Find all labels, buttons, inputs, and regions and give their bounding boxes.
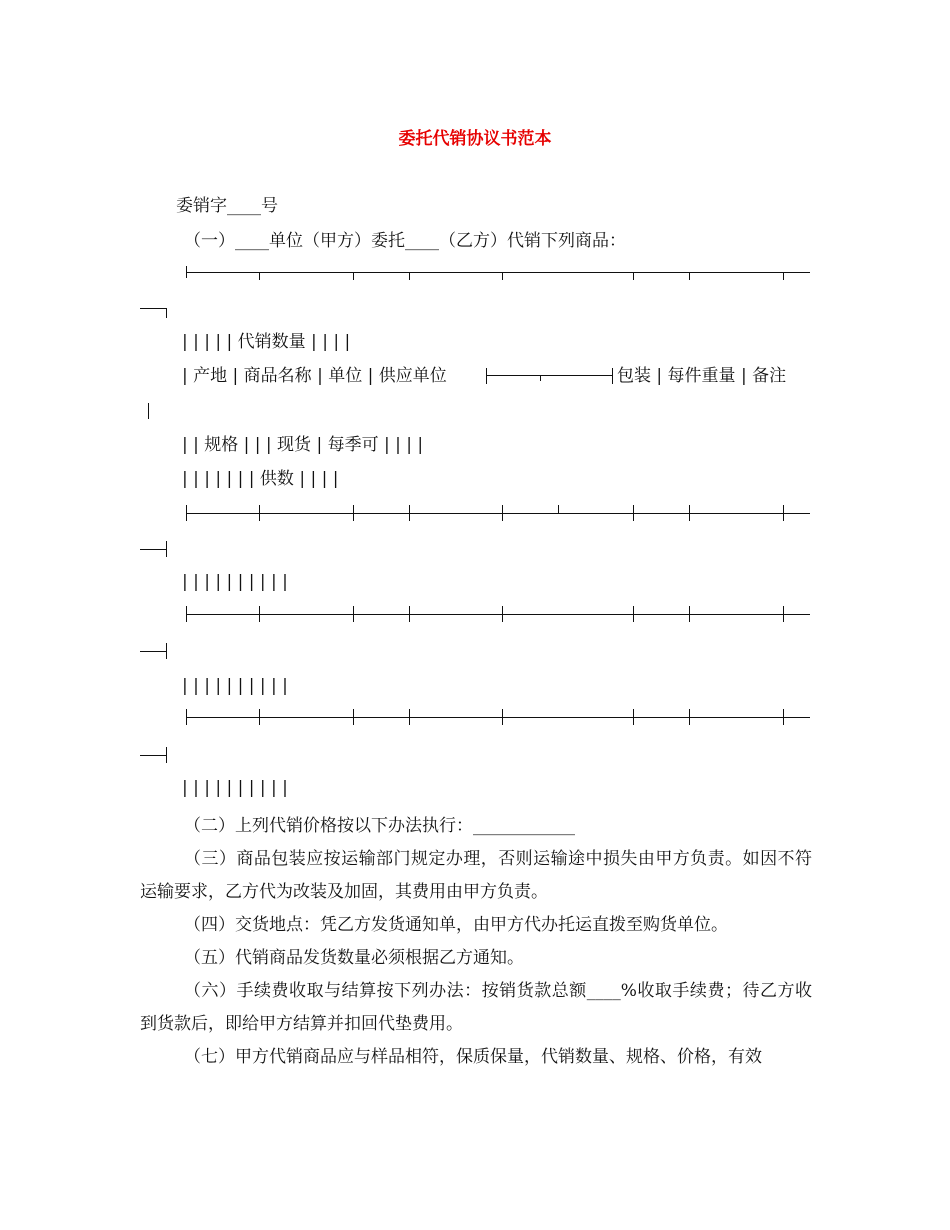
- table-header-row-2-left: | 产地 | 商品名称 | 单位 | 供应单位: [182, 366, 447, 386]
- clause-1: （一）____单位（甲方）委托____（乙方）代销下列商品：: [184, 231, 626, 251]
- table-tick: [353, 606, 354, 622]
- table-tick: [148, 403, 149, 419]
- table-tick: [633, 606, 634, 622]
- table-header-row-4: | | | | | | | 供数 | | | |: [182, 469, 339, 489]
- table-tick: [689, 272, 690, 280]
- table-tick: [186, 709, 187, 725]
- table-tick: [540, 375, 541, 381]
- table-header-row-3: | | 规格 | | | 现货 | 每季可 | | | |: [182, 435, 424, 455]
- table-tick: [689, 606, 690, 622]
- table-tick: [783, 709, 784, 725]
- table-tick: [186, 266, 187, 278]
- table-tick: [186, 606, 187, 622]
- table-tick: [486, 368, 487, 384]
- table-wrap-border: [140, 651, 166, 652]
- table-tick: [689, 505, 690, 521]
- table-tick: [259, 709, 260, 725]
- table-top-border: [186, 272, 810, 273]
- table-tick: [259, 606, 260, 622]
- table-row-border: [186, 614, 810, 615]
- table-tick: [783, 505, 784, 521]
- clause-4: （四）交货地点：凭乙方发货通知单，由甲方代办托运直拨至购货单位。: [184, 915, 728, 935]
- table-wrap-border: [140, 308, 166, 309]
- table-row-empty: | | | | | | | | | |: [182, 572, 288, 592]
- table-tick: [612, 368, 613, 384]
- clause-3: （三）商品包装应按运输部门规定办理，否则运输途中损失由甲方负责。如因不符运输要求，乙方代为改装及加固，其费用由甲方负责。: [140, 849, 812, 902]
- table-tick: [633, 272, 634, 280]
- table-tick: [259, 272, 260, 280]
- table-tick: [409, 505, 410, 521]
- table-tick: [166, 308, 167, 318]
- clause-7: （七）甲方代销商品应与样品相符，保质保量，代销数量、规格、价格，有效: [184, 1047, 762, 1067]
- page-title: 委托代销协议书范本: [398, 129, 552, 149]
- table-mid-rule: [486, 375, 612, 376]
- table-tick: [502, 606, 503, 622]
- table-tick: [166, 643, 167, 659]
- table-tick: [502, 505, 503, 521]
- table-tick: [502, 272, 503, 280]
- table-tick: [259, 505, 260, 521]
- table-tick: [166, 541, 167, 557]
- table-tick: [783, 272, 784, 280]
- table-header-row-2-right: 包装 | 每件重量 | 备注: [617, 366, 787, 386]
- table-wrap-border: [140, 549, 166, 550]
- reference-number-line: 委销字____号: [176, 196, 278, 216]
- table-tick: [409, 272, 410, 280]
- table-tick: [353, 505, 354, 521]
- table-tick: [633, 505, 634, 521]
- table-row-empty: | | | | | | | | | |: [182, 676, 288, 696]
- table-tick: [558, 505, 559, 513]
- clause-6: （六）手续费收取与结算按下列办法：按销货款总额____%收取手续费；待乙方收到货款后，即给甲方结算并扣回代垫费用。: [140, 981, 812, 1034]
- table-tick: [409, 606, 410, 622]
- clause-2: （二）上列代销价格按以下办法执行：____________: [184, 816, 575, 836]
- table-tick: [166, 747, 167, 763]
- table-header-row-1: | | | | | 代销数量 | | | |: [182, 332, 351, 352]
- table-tick: [353, 272, 354, 280]
- table-tick: [186, 505, 187, 521]
- table-row-border: [186, 717, 810, 718]
- table-tick: [633, 709, 634, 725]
- clause-5: （五）代销商品发货数量必须根据乙方通知。: [184, 948, 524, 968]
- table-tick: [783, 606, 784, 622]
- table-row-empty: | | | | | | | | | |: [182, 778, 288, 798]
- table-tick: [409, 709, 410, 725]
- table-tick: [689, 709, 690, 725]
- table-row-border: [186, 513, 810, 514]
- table-tick: [353, 709, 354, 725]
- table-tick: [502, 709, 503, 725]
- table-wrap-border: [140, 755, 166, 756]
